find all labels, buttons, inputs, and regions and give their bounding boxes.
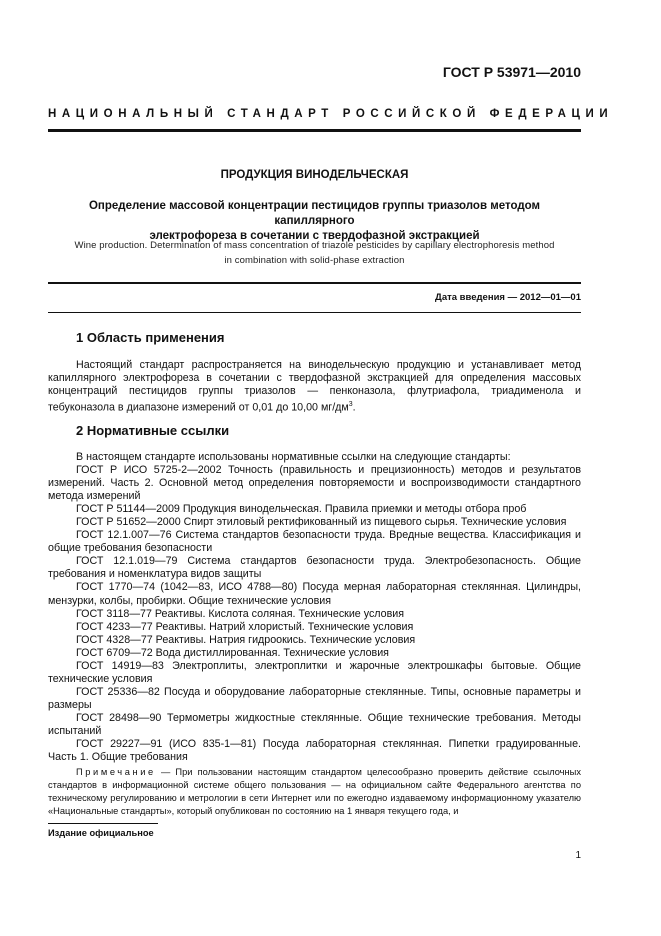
subtitle-line-1: Определение массовой концентрации пестицидов группы триазолов методом капиллярного [88, 200, 541, 227]
reference-item: ГОСТ 14919—83 Электроплиты, электроплитки и жарочные электрошкафы бытовые. Общие технические условия [48, 659, 581, 685]
note-label: Примечание [76, 767, 156, 777]
note-text: — При пользовании настоящим стандартом целесообразно проверить действие ссылочных стандартов в информационной системе общего пользования — на официальном сайте Федерального агентства по техническому регулированию и метрологии в сети Интернет или по ежегодно издаваемому информационному указателю «Национальные стандарты», который опубликован по состоянию на 1 января текущего года, и [48, 767, 581, 817]
introduction-date: Дата введения — 2012—01—01 [435, 292, 581, 303]
english-title-line-2: in combination with solid-phase extraction [224, 254, 405, 266]
section-1-heading: 1 Область применения [76, 330, 225, 345]
reference-item: ГОСТ 4233—77 Реактивы. Натрий хлористый. Технические условия [76, 620, 414, 633]
reference-item: ГОСТ 6709—72 Вода дистиллированная. Технические условия [76, 646, 389, 659]
page-number: 1 [575, 850, 581, 861]
reference-item: ГОСТ 12.1.019—79 Система стандартов безопасности труда. Электробезопасность. Общие требования и номенклатура видов защиты [48, 555, 581, 581]
scope-paragraph-end: . [352, 401, 356, 414]
reference-item: ГОСТ 29227—91 (ИСО 835-1—81) Посуда лабораторная стеклянная. Пипетки градуированные. Часть 1. Общие требования [48, 738, 581, 764]
section-2-heading: 2 Нормативные ссылки [76, 423, 230, 438]
reference-item: ГОСТ 4328—77 Реактивы. Натрия гидроокись. Технические условия [76, 633, 416, 646]
reference-item: ГОСТ 3118—77 Реактивы. Кислота соляная. Технические условия [76, 607, 405, 620]
note [48, 766, 581, 818]
scope-paragraph: Настоящий стандарт распространяется на винодельческую продукцию и устанавливает метод капиллярного электрофореза в сочетании с твердофазной экстракцией для определения массовых концентраций пестицидов группы триазолов — пенконазола, флутриафола, триадименола и тебуконазола в диапазоне измерений от 0,01 до 10,00 мг/дм [48, 359, 581, 414]
date-rule [48, 312, 581, 313]
reference-item: ГОСТ 1770—74 (1042—83, ИСО 4788—80) Посуда мерная лабораторная стеклянная. Цилиндры, мензурки, колбы, пробирки. Общие технические условия [48, 581, 581, 607]
document-title: ПРОДУКЦИЯ ВИНОДЕЛЬЧЕСКАЯ [220, 169, 409, 181]
reference-item: ГОСТ 25336—82 Посуда и оборудование лабораторные стеклянные. Типы, основные параметры и размеры [48, 685, 581, 711]
references-list [48, 451, 581, 764]
english-title [48, 239, 581, 268]
national-standard-header: НАЦИОНАЛЬНЫЙ СТАНДАРТ РОССИЙСКОЙ ФЕДЕРАЦИИ [48, 108, 614, 120]
reference-item: ГОСТ Р 51144—2009 Продукция винодельческая. Правила приемки и методы отбора проб [76, 503, 527, 516]
english-title-line-1: Wine production. Determination of mass concentration of triazole pesticides by capillary electrophoresis method [74, 240, 555, 251]
title-rule [48, 282, 581, 284]
official-edition-label: Издание официальное [48, 828, 154, 838]
standard-code: ГОСТ Р 53971—2010 [442, 64, 581, 80]
header-rule [48, 129, 581, 132]
reference-item: ГОСТ 28498—90 Термометры жидкостные стеклянные. Общие технические требования. Методы испытаний [48, 711, 581, 737]
footer-rule [48, 823, 158, 824]
section-1-text [48, 359, 581, 415]
reference-item: ГОСТ 12.1.007—76 Система стандартов безопасности труда. Вредные вещества. Классификация и общие требования безопасности [48, 529, 581, 555]
subtitle-line-2: электрофореза в сочетании с твердофазной экстракцией [149, 230, 480, 242]
unit-superscript: 3 [348, 401, 353, 409]
reference-item: ГОСТ Р ИСО 5725-2—2002 Точность (правильность и прецизионность) методов и результатов измерений. Часть 2. Основной метод определения повторяемости и воспроизводимости стандартного метода измерений [48, 464, 581, 503]
references-intro: В настоящем стандарте использованы нормативные ссылки на следующие стандарты: [76, 451, 511, 463]
reference-item: ГОСТ Р 51652—2000 Спирт этиловый ректификованный из пищевого сырья. Технические условия [76, 516, 567, 529]
document-subtitle [48, 199, 581, 244]
